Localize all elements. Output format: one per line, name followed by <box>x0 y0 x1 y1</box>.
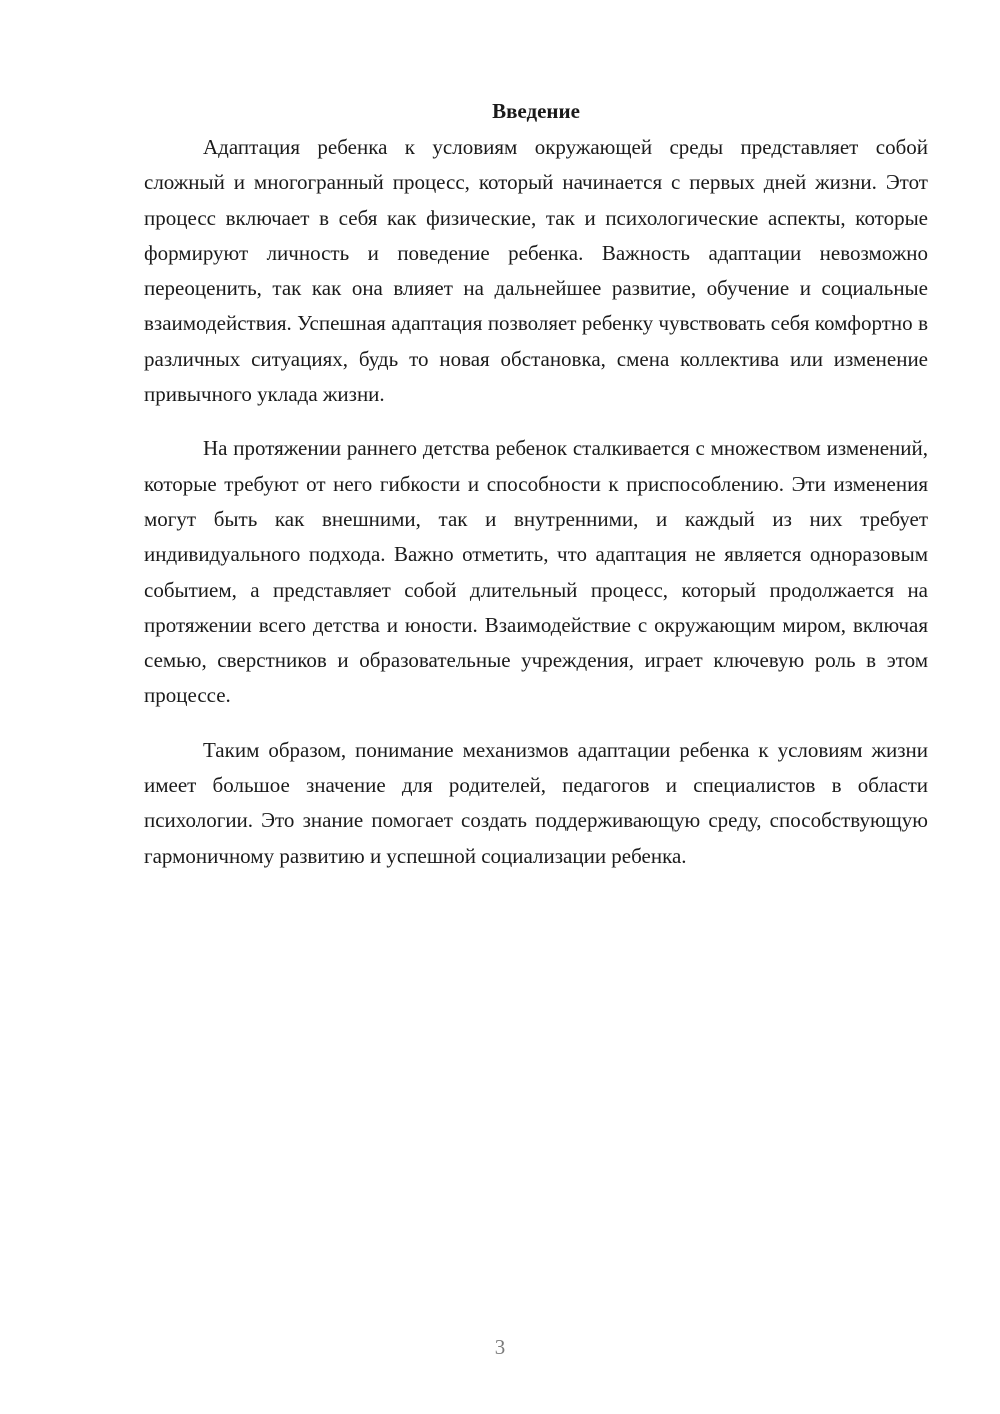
paragraph-3: Таким образом, понимание механизмов адаптации ребенка к условиям жизни имеет большое значение для родителей, педагогов и специалистов в области психологии. Это знание помогает создать поддерживающую среду, способствующую гармоничному развитию и успешной социализации ребенка. <box>144 737 928 868</box>
paragraph-1: Адаптация ребенка к условиям окружающей среды представляет собой сложный и многогранный процесс, который начинается с первых дней жизни. Этот процесс включает в себя как физические, так и психологические аспекты, которые формируют личность и поведение ребенка. Важность адаптации невозможно переоценить, так как она влияет на дальнейшее развитие, обучение и социальные взаимодействия. Успешная адаптация позволяет ребенку чувствовать себя комфортно в различных ситуациях, будь то новая обстановка, смена коллектива или изменение привычного уклада жизни. <box>144 135 928 407</box>
paragraph-2: На протяжении раннего детства ребенок сталкивается с множеством изменений, которые требуют от него гибкости и способности к приспособлению. Эти изменения могут быть как внешними, так и внутренними, и каждый из них требует индивидуального подхода. Важно отметить, что адаптация не является одноразовым событием, а представляет собой длительный процесс, который продолжается на протяжении всего детства и юности. Взаимодействие с окружающим миром, включая семью, сверстников и образовательные учреждения, играет ключевую роль в этом процессе. <box>144 436 928 708</box>
section-heading: Введение <box>492 99 580 123</box>
page-number: 3 <box>494 1335 506 1359</box>
page-content <box>144 96 928 893</box>
